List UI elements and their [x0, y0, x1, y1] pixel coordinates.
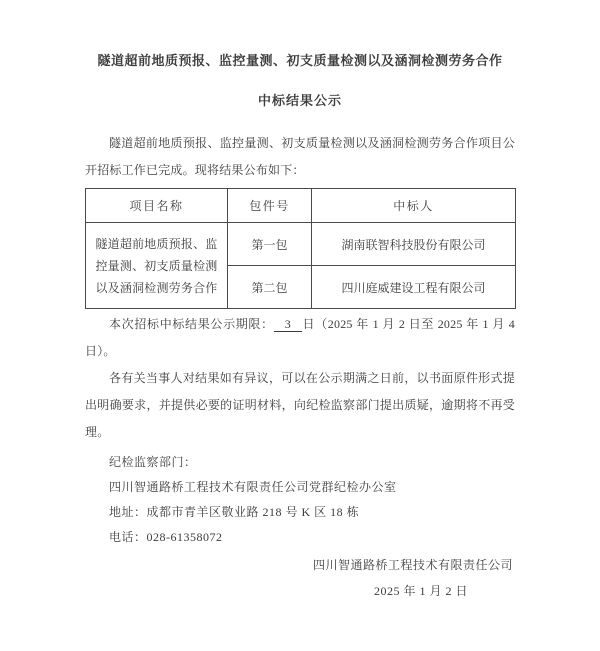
- period-prefix-text: 本次招标中标结果公示期限：: [109, 317, 274, 331]
- title-line-1: 隧道超前地质预报、监控量测、初支质量检测以及涵洞检测劳务合作: [97, 53, 503, 68]
- discipline-dept-label: 纪检监察部门：: [109, 455, 197, 469]
- period-suffix-text: 日（2025 年 1 月 2 日至 2025 年 1 月 4 日）。: [85, 317, 515, 358]
- contact-address: 地址：成都市青羊区敬业路 218 号 K 区 18 栋: [109, 505, 360, 519]
- table-header-row: [86, 189, 516, 223]
- period-days-underlined: 3: [274, 317, 302, 332]
- objection-paragraph: 各有关当事人对结果如有异议，可以在公示期满之日前，以书面原件形式提出明确要求，并提供必要的证明材料，向纪检监察部门提出质疑，逾期将不再受理。: [85, 371, 515, 439]
- table-header-winner: 中标人: [312, 189, 516, 223]
- package-1-cell: 第一包: [228, 223, 312, 266]
- signature-company: 四川智通路桥工程技术有限责任公司: [312, 558, 513, 572]
- signature-date: 2025 年 1 月 2 日: [373, 584, 468, 598]
- intro-paragraph: 隧道超前地质预报、监控量测、初支质量检测以及涵洞检测劳务合作项目公开招标工作已完成。现将结果公布如下：: [85, 136, 515, 177]
- table-header-project-name: 项目名称: [86, 189, 228, 223]
- publicity-period-paragraph: [85, 311, 515, 365]
- signature-block: [85, 556, 515, 600]
- discipline-dept-name: 四川智通路桥工程技术有限责任公司党群纪检办公室: [109, 480, 397, 494]
- winner-2-cell: 四川庭威建设工程有限公司: [312, 266, 516, 309]
- project-name-cell: 隧道超前地质预报、监控量测、初支质量检测以及涵洞检测劳务合作: [86, 223, 228, 309]
- table-header-package-number: 包件号: [228, 189, 312, 223]
- contact-phone: 电话：028-61358072: [109, 530, 223, 544]
- winner-1-cell: 湖南联智科技股份有限公司: [312, 223, 516, 266]
- table-row-package-1: [86, 223, 516, 266]
- bid-result-table: [85, 188, 516, 309]
- title-line-2: 中标结果公示: [257, 93, 342, 108]
- contact-block: [109, 450, 515, 550]
- document-title: [85, 52, 515, 110]
- package-2-cell: 第二包: [228, 266, 312, 309]
